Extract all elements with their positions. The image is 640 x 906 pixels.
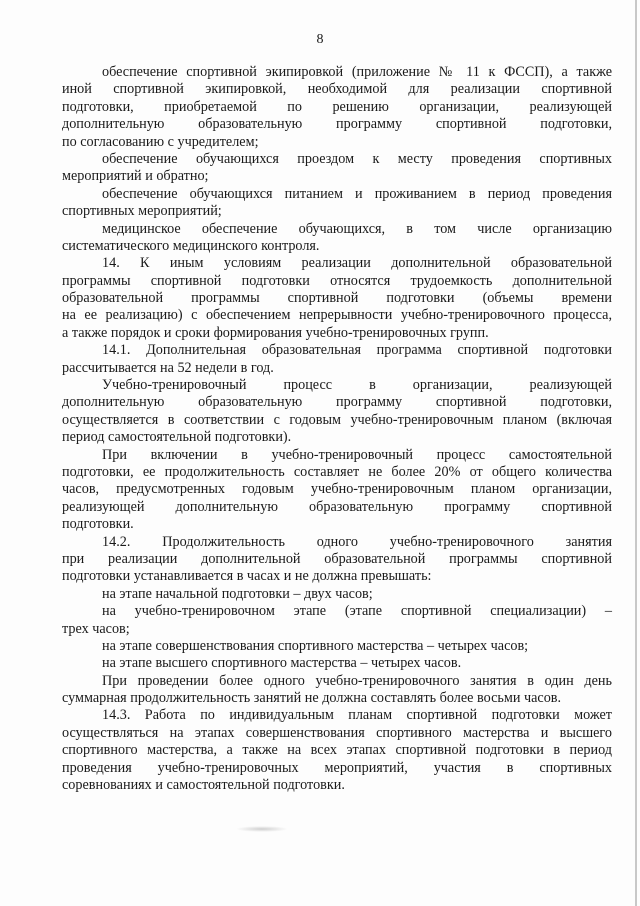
text-line: осуществляться на этапах совершенствования спортивного мастерства и высшего <box>62 724 612 741</box>
text-line: 14.3. Работа по индивидуальным планам спортивной подготовки может <box>102 707 612 724</box>
text-line: При включении в учебно-тренировочный процесс самостоятельной <box>102 446 612 463</box>
text-line: подготовки. <box>62 516 134 533</box>
text-line: 14.1. Дополнительная образовательная программа спортивной подготовки <box>102 342 612 359</box>
text-line: обеспечение спортивной экипировкой (приложение № 11 к ФССП), а также <box>102 64 612 80</box>
text-line: при реализации дополнительной образовательной программы спортивной <box>62 550 612 567</box>
text-line: суммарная продолжительность занятий не должна составлять более восьми часов. <box>62 690 562 707</box>
text-line: рассчитывается на 52 недели в год. <box>62 359 274 376</box>
text-line: образовательной программы спортивной подготовки (объемы времени <box>62 290 612 307</box>
text-line: подготовки устанавливается в часах и не должна превышать: <box>62 568 432 585</box>
text-line: спортивного мастерства, а также на всех этапах спортивной подготовки в период <box>62 742 612 759</box>
text-line: Учебно-тренировочный процесс в организации, реализующей <box>102 377 612 394</box>
text-line: 14. К иным условиям реализации дополнительной образовательной <box>102 255 612 272</box>
text-line: программы спортивной подготовки относятся трудоемкость дополнительной <box>62 272 612 289</box>
text-line: систематического медицинского контроля. <box>62 237 320 254</box>
text-line: При проведении более одного учебно-тренировочного занятия в один день <box>102 672 612 689</box>
text-line: медицинское обеспечение обучающихся, в том числе организацию <box>102 220 612 237</box>
text-line: по согласованию с учредителем; <box>62 133 259 150</box>
text-line: обеспечение обучающихся питанием и проживанием в период проведения <box>102 185 612 202</box>
text-line: на этапе высшего спортивного мастерства – четырех часов. <box>102 655 462 672</box>
text-line: соревнованиях и самостоятельной подготовки. <box>62 777 345 794</box>
text-line: дополнительную образовательную программу спортивной подготовки, <box>62 394 612 411</box>
text-line: период самостоятельной подготовки). <box>62 429 292 446</box>
text-line: спортивных мероприятий; <box>62 203 222 220</box>
text-line: часов, предусмотренных годовым учебно-тренировочным планом организации, <box>62 481 612 498</box>
text-line: трех часов; <box>62 620 130 637</box>
text-line: подготовки, приобретаемой по решению организации, реализующей <box>62 98 612 115</box>
text-line: подготовки, ее продолжительность составляет не более 20% от общего количества <box>62 463 612 480</box>
text-line: на учебно-тренировочном этапе (этапе спортивной специализации) – <box>102 603 612 620</box>
text-line: проведения учебно-тренировочных мероприятий, участия в спортивных <box>62 759 612 776</box>
page-number: 8 <box>316 32 324 47</box>
scan-edge <box>635 0 637 906</box>
text-line: 14.2. Продолжительность одного учебно-тренировочного занятия <box>102 533 612 550</box>
text-line: мероприятий и обратно; <box>62 168 209 185</box>
text-line: обеспечение обучающихся проездом к месту проведения спортивных <box>102 150 612 167</box>
text-line: иной спортивной экипировкой, необходимой для реализации спортивной <box>62 81 612 98</box>
text-line: а также порядок и сроки формирования учебно-тренировочных групп. <box>62 324 489 341</box>
text-line: реализующей дополнительную образовательную программу спортивной <box>62 498 612 515</box>
text-line: на этапе начальной подготовки – двух часов; <box>102 585 373 602</box>
text-line: осуществляется в соответствии с годовым учебно-тренировочным планом (включая <box>62 411 612 428</box>
scan-smudge <box>236 826 288 832</box>
text-line: дополнительную образовательную программу спортивной подготовки, <box>62 116 612 133</box>
text-line: на этапе совершенствования спортивного мастерства – четырех часов; <box>102 637 529 654</box>
text-line: на ее реализацию) с обеспечением непрерывности учебно-тренировочного процесса, <box>62 307 612 324</box>
document-body <box>62 64 612 794</box>
